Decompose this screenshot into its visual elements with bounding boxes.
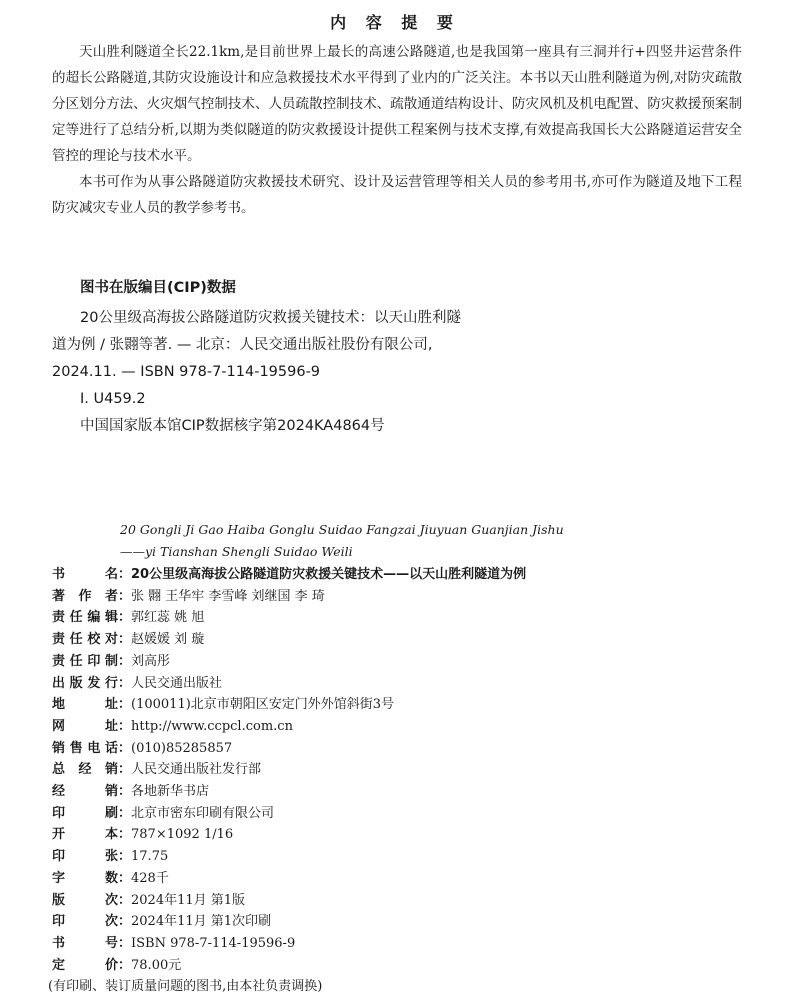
colophon-label: 字 数 (52, 870, 118, 886)
colophon-value: 人民交通出版社发行部 (131, 762, 262, 778)
colophon-label: 责 任 校 对 (52, 632, 118, 648)
colophon-label: 责 任 编 辑 (52, 610, 118, 626)
quality-footnote: (有印刷、装订质量问题的图书,由本社负责调换) (48, 979, 323, 995)
colophon-row (52, 586, 752, 608)
colophon-colon: ： (118, 740, 132, 756)
colophon-label: 印 张 (52, 849, 118, 865)
pinyin-title-line-1: 20 Gongli Ji Gao Haiba Gonglu Suidao Fangzai Jiuyuan Guanjian Jishu (120, 522, 564, 537)
colophon-row (52, 716, 752, 738)
colophon-row (52, 759, 752, 781)
colophon-label: 责 任 印 制 (52, 653, 118, 669)
colophon-label: 网 址 (52, 718, 118, 734)
colophon-colon: ： (118, 805, 132, 821)
colophon-colon: ： (118, 610, 132, 626)
colophon-colon: ： (118, 762, 132, 778)
colophon-row (52, 694, 752, 716)
colophon-colon: ： (118, 914, 132, 930)
colophon-value: 张 翾 王华牢 李雪峰 刘继国 李 琦 (131, 588, 325, 604)
colophon-label: 书 号 (52, 935, 118, 951)
colophon-colon: ： (118, 567, 132, 582)
colophon-label: 定 价 (52, 957, 118, 973)
colophon-label: 总 经 销 (52, 762, 118, 778)
colophon-colon: ： (118, 588, 132, 604)
colophon-value: (010)85285857 (131, 740, 233, 756)
colophon-colon: ： (118, 632, 132, 648)
colophon-value: 刘高彤 (131, 653, 171, 669)
colophon-colon: ： (118, 957, 132, 973)
summary-heading: 内 容 提 要 (330, 13, 460, 32)
cip-entry: 20公里级高海拔公路隧道防灾救援关键技术：以天山胜利隧道为例 / 张翾等著. — 北京：人民交通出版社股份有限公司, 2024.11. — ISBN 978-7-114-19596-9 (52, 310, 461, 380)
colophon-row (52, 651, 752, 673)
colophon-row (52, 911, 752, 933)
colophon-label: 地 址 (52, 697, 118, 713)
colophon-row (52, 955, 752, 977)
colophon-value: (100011)北京市朝阳区安定门外外馆斜街3号 (131, 697, 395, 713)
colophon-colon: ： (118, 935, 132, 951)
cip-title: 图书在版编目(CIP)数据 (80, 280, 236, 296)
colophon-row (52, 868, 752, 890)
colophon-label: 印 刷 (52, 805, 118, 821)
colophon-row (52, 890, 752, 912)
colophon-colon: ： (118, 675, 132, 691)
colophon-row (52, 824, 752, 846)
colophon-colon: ： (118, 827, 132, 843)
colophon-table (48, 564, 752, 998)
pinyin-title (120, 519, 564, 563)
colophon-label: 出 版 发 行 (52, 675, 118, 691)
colophon-value: 787×1092 1/16 (131, 827, 234, 843)
cip-classification: Ⅰ. U459.2 (80, 391, 146, 407)
colophon-value: http://www.ccpcl.com.cn (131, 718, 293, 734)
colophon-row (52, 564, 752, 586)
cip-block (52, 276, 472, 440)
colophon-value: 78.00元 (131, 957, 182, 973)
colophon-colon: ： (118, 870, 132, 886)
colophon-row (52, 607, 752, 629)
colophon-value: 17.75 (131, 849, 169, 865)
colophon-label: 开 本 (52, 827, 118, 843)
colophon-row (52, 781, 752, 803)
colophon-value: 20公里级高海拔公路隧道防灾救援关键技术——以天山胜利隧道为例 (131, 567, 527, 582)
colophon-row (52, 738, 752, 760)
colophon-row (52, 803, 752, 825)
colophon-row (52, 846, 752, 868)
colophon-label: 版 次 (52, 892, 118, 908)
colophon-value: 2024年11月 第1次印刷 (131, 914, 272, 930)
summary-paragraph-2: 本书可作为从事公路隧道防灾救援技术研究、设计及运营管理等相关人员的参考用书,亦可作为隧道及地下工程防灾减灾专业人员的教学参考书。 (52, 174, 742, 216)
summary-paragraph-1: 天山胜利隧道全长22.1km,是目前世界上最长的高速公路隧道,也是我国第一座具有三洞并行+四竖井运营条件的超长公路隧道,其防灾设施设计和应急救援技术水平得到了业内的广泛关注。本书以天山胜利隧道为例,对防灾疏散分区划分方法、火灾烟气控制技术、人员疏散控制技术、疏散通道结构设计、防灾风机及机电配置、防灾救援预案制定等进行了总结分析,以期为类似隧道的防灾救援设计提供工程案例与技术支撑,有效提高我国长大公路隧道运营安全管控的理论与技术水平。 (52, 44, 742, 164)
colophon-value: 2024年11月 第1版 (131, 892, 246, 908)
colophon-value: 人民交通出版社 (131, 675, 223, 691)
colophon-colon: ： (118, 784, 132, 800)
pinyin-title-line-2: ——yi Tianshan Shengli Suidao Weili (120, 544, 353, 559)
summary-section (52, 39, 742, 221)
colophon-value: 赵媛媛 刘 璇 (131, 632, 205, 648)
colophon-value: ISBN 978-7-114-19596-9 (131, 935, 296, 951)
colophon-row (52, 933, 752, 955)
colophon-row (52, 629, 752, 651)
colophon-colon: ： (118, 849, 132, 865)
colophon-row (52, 673, 752, 695)
colophon-colon: ： (118, 653, 132, 669)
colophon-colon: ： (118, 718, 132, 734)
colophon-value: 郭红蕊 姚 旭 (131, 610, 205, 626)
colophon-colon: ： (118, 697, 132, 713)
colophon-label: 经 销 (52, 784, 118, 800)
cip-number: 中国国家版本馆CIP数据核字第2024KA4864号 (80, 418, 385, 434)
colophon-label: 印 次 (52, 914, 118, 930)
colophon-label: 著 作 者 (52, 588, 118, 604)
colophon-value: 北京市密东印刷有限公司 (131, 805, 275, 821)
colophon-value: 428千 (131, 870, 169, 886)
colophon-colon: ： (118, 892, 132, 908)
colophon-value: 各地新华书店 (131, 784, 210, 800)
colophon-label: 销 售 电 话 (52, 740, 118, 756)
colophon-label: 书 名 (52, 567, 118, 582)
